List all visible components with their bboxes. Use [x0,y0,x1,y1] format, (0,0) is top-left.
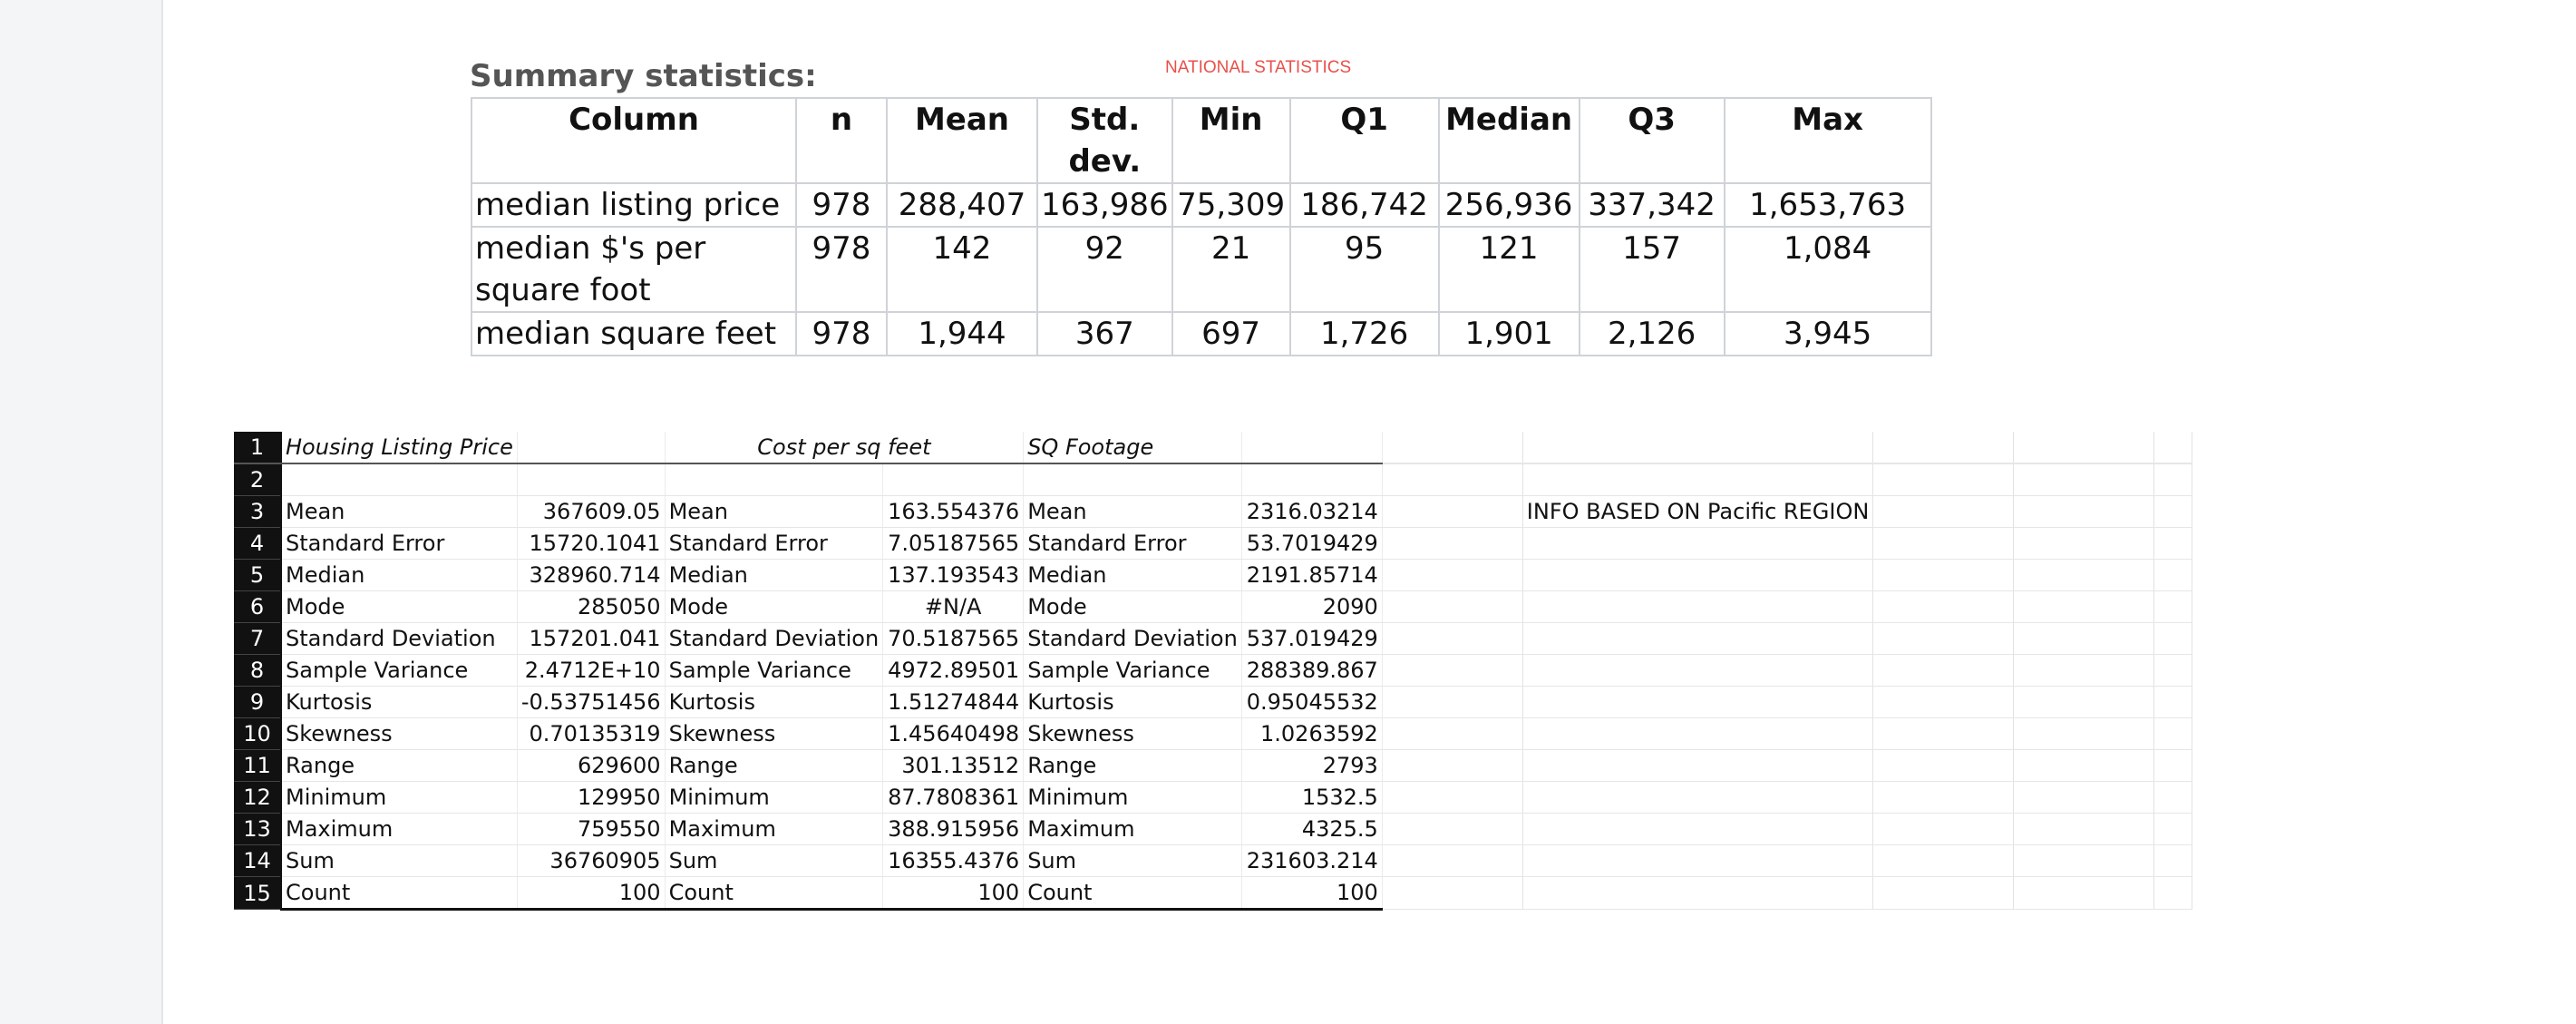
cell[interactable] [2154,528,2192,560]
summary-cell: 92 [1037,227,1172,312]
cell[interactable] [2154,560,2192,591]
summary-cell: 1,726 [1290,312,1439,356]
cell[interactable] [2014,782,2154,814]
summary-cell: 95 [1290,227,1439,312]
cell[interactable] [2014,750,2154,782]
sheet-row [234,463,2192,496]
stat-label[interactable]: Kurtosis [1024,687,1242,718]
summary-cell: 978 [796,312,887,356]
stat-label[interactable]: Sum [281,845,517,877]
cell[interactable] [1873,718,2014,750]
cost-header[interactable]: Cost per sq feet [665,432,1024,463]
stat-label[interactable]: Mean [665,496,883,528]
stat-value[interactable]: 629600 [517,750,665,782]
sheet-row [234,528,2192,560]
cell[interactable] [2014,591,2154,623]
cell[interactable] [2154,432,2192,463]
stat-value[interactable]: 7.05187565 [883,528,1024,560]
cell[interactable] [2014,528,2154,560]
stat-value[interactable]: 1.0263592 [1241,718,1382,750]
summary-row [471,312,1931,356]
cell[interactable] [883,463,1024,496]
summary-cell: 75,309 [1172,183,1290,227]
cell[interactable] [1241,463,1382,496]
descriptive-statistics-sheet [234,432,2192,911]
cell[interactable] [1382,814,1522,845]
stat-label[interactable]: Range [1024,750,1242,782]
summary-cell: 978 [796,183,887,227]
cell[interactable] [1873,560,2014,591]
cell[interactable] [2014,432,2154,463]
stat-label[interactable]: Mode [281,591,517,623]
cell[interactable] [2154,814,2192,845]
summary-cell: 142 [887,227,1037,312]
cell[interactable] [1522,750,1872,782]
summary-col-header: Min [1172,98,1290,183]
summary-header-row [471,98,1931,183]
stat-label[interactable]: Standard Deviation [1024,623,1242,655]
cell[interactable] [2014,560,2154,591]
summary-cell: 163,986 [1037,183,1172,227]
summary-cell: median square feet [471,312,796,356]
summary-col-header: Std. dev. [1037,98,1172,183]
cell[interactable] [2154,687,2192,718]
cell[interactable] [517,463,665,496]
stat-label[interactable]: Median [281,560,517,591]
row-number[interactable]: 8 [234,655,281,687]
stat-value[interactable]: 1.51274844 [883,687,1024,718]
cell[interactable] [1522,718,1872,750]
stat-label[interactable]: Kurtosis [665,687,883,718]
sheet-row [234,845,2192,877]
cell[interactable] [2154,718,2192,750]
cell[interactable] [1873,463,2014,496]
stat-value[interactable]: 2090 [1241,591,1382,623]
cell[interactable] [281,463,517,496]
sheet-row [234,814,2192,845]
stat-value[interactable]: 129950 [517,782,665,814]
stat-label[interactable]: Sum [1024,845,1242,877]
cell[interactable] [2154,655,2192,687]
cell[interactable] [2014,877,2154,910]
cell[interactable] [1382,718,1522,750]
cell[interactable] [1522,845,1872,877]
stat-value[interactable]: 2191.85714 [1241,560,1382,591]
stat-label[interactable]: Minimum [1024,782,1242,814]
cell[interactable] [2014,814,2154,845]
cell[interactable] [1873,655,2014,687]
row-number[interactable]: 15 [234,877,281,910]
stat-value[interactable]: 759550 [517,814,665,845]
cell[interactable] [2154,496,2192,528]
cell[interactable] [1873,528,2014,560]
stat-value[interactable]: 231603.214 [1241,845,1382,877]
stat-label[interactable]: Mean [281,496,517,528]
summary-col-header: Max [1725,98,1931,183]
row-number[interactable]: 11 [234,750,281,782]
row-number[interactable]: 7 [234,623,281,655]
stat-label[interactable]: Count [281,877,517,910]
cell[interactable] [1873,877,2014,910]
cell[interactable] [1873,432,2014,463]
cell[interactable] [1522,687,1872,718]
row-number[interactable]: 12 [234,782,281,814]
stat-label[interactable]: Count [1024,877,1242,910]
stat-value[interactable]: 388.915956 [883,814,1024,845]
stat-value[interactable]: 36760905 [517,845,665,877]
stat-label[interactable]: Maximum [281,814,517,845]
cell[interactable] [1522,432,1872,463]
cell[interactable] [517,432,665,463]
stat-value[interactable]: 301.13512 [883,750,1024,782]
sheet-row [234,718,2192,750]
cell[interactable] [1522,623,1872,655]
cell[interactable] [1382,496,1522,528]
stat-value[interactable]: 328960.714 [517,560,665,591]
stat-value[interactable]: 1532.5 [1241,782,1382,814]
cell[interactable] [1382,655,1522,687]
cell[interactable] [1522,655,1872,687]
summary-col-header: Q1 [1290,98,1439,183]
cell[interactable] [2014,623,2154,655]
stat-value[interactable]: 53.7019429 [1241,528,1382,560]
cell[interactable] [1241,432,1382,463]
summary-cell: median $'s per square foot [471,227,796,312]
row-number[interactable]: 2 [234,463,281,496]
stat-label[interactable]: Count [665,877,883,910]
stat-value[interactable]: 2316.03214 [1241,496,1382,528]
cell[interactable] [1382,623,1522,655]
stat-value[interactable]: 537.019429 [1241,623,1382,655]
cell[interactable] [1873,814,2014,845]
cell[interactable] [1522,528,1872,560]
cell[interactable] [1382,528,1522,560]
stat-label[interactable]: Minimum [665,782,883,814]
summary-cell: 697 [1172,312,1290,356]
stat-label[interactable]: Standard Error [281,528,517,560]
stat-value[interactable]: 87.7808361 [883,782,1024,814]
cell[interactable] [1522,463,1872,496]
stat-value[interactable]: 16355.4376 [883,845,1024,877]
stat-label[interactable]: Range [281,750,517,782]
cell[interactable] [1382,782,1522,814]
summary-col-header: Q3 [1580,98,1725,183]
cell[interactable] [1873,782,2014,814]
row-number[interactable]: 4 [234,528,281,560]
stat-value[interactable]: 285050 [517,591,665,623]
cell[interactable] [1382,591,1522,623]
cell[interactable] [1382,750,1522,782]
stat-label[interactable]: Minimum [281,782,517,814]
stat-label[interactable]: Standard Error [1024,528,1242,560]
cell[interactable] [2154,845,2192,877]
stat-value[interactable]: 100 [883,877,1024,910]
stat-value[interactable]: -0.53751456 [517,687,665,718]
stat-label[interactable]: Skewness [665,718,883,750]
row-number[interactable]: 9 [234,687,281,718]
cell[interactable] [1024,463,1242,496]
summary-cell: 1,653,763 [1725,183,1931,227]
sheet-row [234,655,2192,687]
summary-cell: 1,901 [1439,312,1580,356]
stat-value[interactable]: 100 [517,877,665,910]
row-number[interactable]: 10 [234,718,281,750]
cell[interactable] [1382,560,1522,591]
cell[interactable] [1873,845,2014,877]
sheet-row [234,432,2192,463]
stat-label[interactable]: Sum [665,845,883,877]
summary-cell: median listing price [471,183,796,227]
stat-label[interactable]: Mode [1024,591,1242,623]
summary-cell: 256,936 [1439,183,1580,227]
stat-label[interactable]: Sample Variance [281,655,517,687]
stat-value[interactable]: 70.5187565 [883,623,1024,655]
cell[interactable] [2154,877,2192,910]
stat-value[interactable]: 157201.041 [517,623,665,655]
summary-cell: 21 [1172,227,1290,312]
cell[interactable] [1873,687,2014,718]
sheet-row [234,877,2192,910]
cell[interactable] [1873,591,2014,623]
cell[interactable] [2014,463,2154,496]
stat-label[interactable]: Mode [665,591,883,623]
summary-cell: 1,944 [887,312,1037,356]
stat-value[interactable]: 0.70135319 [517,718,665,750]
stat-value[interactable]: 367609.05 [517,496,665,528]
summary-col-header: n [796,98,887,183]
cell[interactable] [1873,496,2014,528]
summary-row [471,183,1931,227]
cell[interactable] [1522,877,1872,910]
stat-label[interactable]: Standard Deviation [281,623,517,655]
summary-row [471,227,1931,312]
cell[interactable] [2154,463,2192,496]
stat-label[interactable]: Mean [1024,496,1242,528]
summary-cell: 186,742 [1290,183,1439,227]
stat-value[interactable]: 2793 [1241,750,1382,782]
cell[interactable] [665,463,883,496]
summary-cell: 337,342 [1580,183,1725,227]
stat-label[interactable]: Sample Variance [1024,655,1242,687]
row-number[interactable]: 14 [234,845,281,877]
stat-value[interactable]: 4972.89501 [883,655,1024,687]
stat-label[interactable]: Range [665,750,883,782]
stat-label[interactable]: Maximum [665,814,883,845]
summary-cell: 2,126 [1580,312,1725,356]
stat-label[interactable]: Skewness [281,718,517,750]
summary-cell: 3,945 [1725,312,1931,356]
row-number[interactable]: 5 [234,560,281,591]
stat-label[interactable]: Sample Variance [665,655,883,687]
region-note[interactable]: INFO BASED ON Pacific REGION [1522,496,1872,528]
cell[interactable] [2014,718,2154,750]
stat-value[interactable]: 0.95045532 [1241,687,1382,718]
stat-value[interactable]: 4325.5 [1241,814,1382,845]
sheet-row [234,560,2192,591]
stat-value[interactable]: 163.554376 [883,496,1024,528]
stat-value[interactable]: 15720.1041 [517,528,665,560]
stat-label[interactable]: Median [1024,560,1242,591]
sheet-row [234,687,2192,718]
cell[interactable] [1873,623,2014,655]
cell[interactable] [2154,591,2192,623]
stat-value[interactable]: 2.4712E+10 [517,655,665,687]
stat-label[interactable]: Median [665,560,883,591]
left-sidebar [0,0,163,1024]
housing-header[interactable]: Housing Listing Price [281,432,517,463]
stat-label[interactable]: Maximum [1024,814,1242,845]
cell[interactable] [2014,496,2154,528]
stat-value[interactable]: 288389.867 [1241,655,1382,687]
summary-cell: 288,407 [887,183,1037,227]
cell[interactable] [1382,687,1522,718]
summary-cell: 157 [1580,227,1725,312]
summary-cell: 1,084 [1725,227,1931,312]
row-number[interactable]: 3 [234,496,281,528]
cell[interactable] [1522,814,1872,845]
stat-label[interactable]: Standard Deviation [665,623,883,655]
summary-cell: 978 [796,227,887,312]
row-number[interactable]: 13 [234,814,281,845]
cell[interactable] [1382,845,1522,877]
stat-value[interactable]: #N/A [883,591,1024,623]
cell[interactable] [1522,560,1872,591]
national-statistics-label: NATIONAL STATISTICS [1165,58,1352,77]
stat-label[interactable]: Kurtosis [281,687,517,718]
summary-col-header: Median [1439,98,1580,183]
row-number[interactable]: 1 [234,432,281,463]
sheet-row [234,782,2192,814]
summary-title: Summary statistics: [470,58,817,94]
cell[interactable] [1522,591,1872,623]
cell[interactable] [2014,845,2154,877]
sheet-row [234,623,2192,655]
summary-statistics-table [471,97,1932,356]
cell[interactable] [1382,432,1522,463]
summary-cell: 367 [1037,312,1172,356]
summary-col-header: Mean [887,98,1037,183]
cell[interactable] [1873,750,2014,782]
stat-value[interactable]: 100 [1241,877,1382,910]
cell[interactable] [1522,782,1872,814]
sqft-header[interactable]: SQ Footage [1024,432,1242,463]
sheet-row [234,591,2192,623]
cell[interactable] [1382,463,1522,496]
sheet-row [234,750,2192,782]
cell[interactable] [2154,782,2192,814]
cell[interactable] [2014,655,2154,687]
summary-col-header: Column [471,98,796,183]
cell[interactable] [2154,750,2192,782]
sheet-row [234,496,2192,528]
stat-value[interactable]: 1.45640498 [883,718,1024,750]
cell[interactable] [2154,623,2192,655]
stat-label[interactable]: Skewness [1024,718,1242,750]
stat-label[interactable]: Standard Error [665,528,883,560]
summary-cell: 121 [1439,227,1580,312]
cell[interactable] [1382,877,1522,910]
row-number[interactable]: 6 [234,591,281,623]
stat-value[interactable]: 137.193543 [883,560,1024,591]
cell[interactable] [2014,687,2154,718]
